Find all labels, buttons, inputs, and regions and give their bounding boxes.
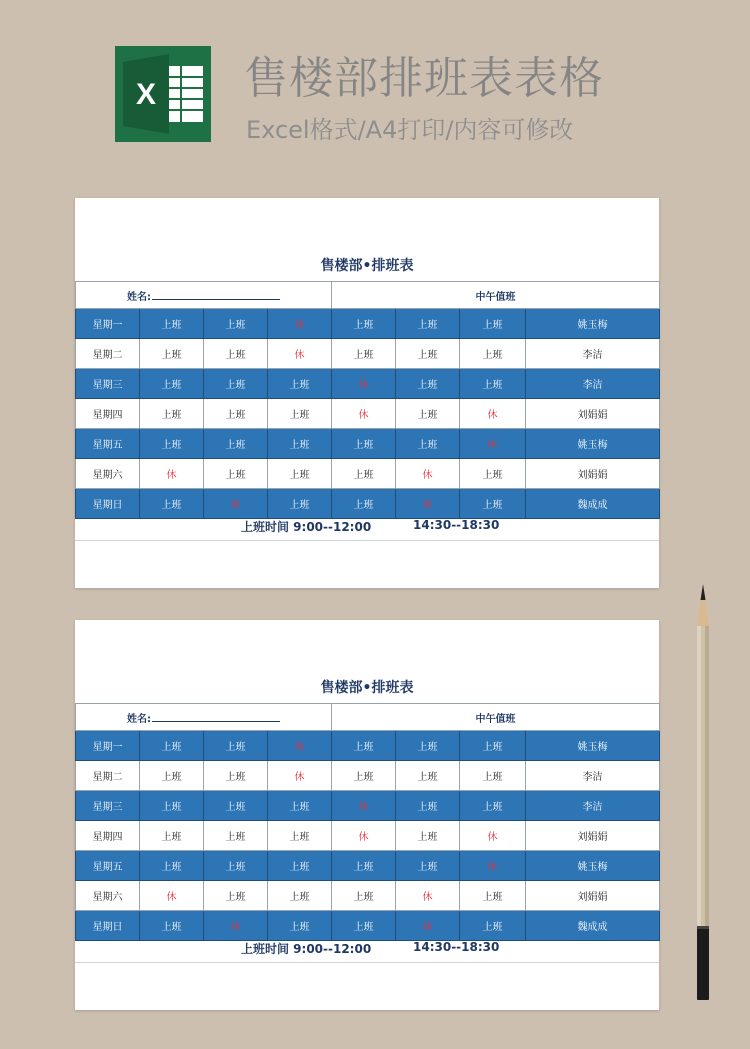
- name-underline[interactable]: [152, 711, 280, 722]
- shift-cell[interactable]: 上班: [460, 911, 526, 941]
- pencil-icon: [688, 580, 718, 1010]
- duty-person-cell[interactable]: 姚玉梅: [526, 309, 660, 339]
- schedule-header-row: [76, 282, 660, 309]
- shift-cell[interactable]: 休: [268, 339, 332, 369]
- table-row: [76, 369, 660, 399]
- shift-cell[interactable]: 上班: [396, 339, 460, 369]
- table-row: [76, 339, 660, 369]
- shift-cell[interactable]: 上班: [140, 489, 204, 519]
- shift-cell[interactable]: 上班: [396, 731, 460, 761]
- shift-cell[interactable]: 休: [268, 731, 332, 761]
- shift-cell[interactable]: 上班: [396, 369, 460, 399]
- weekday-cell[interactable]: 星期四: [76, 821, 140, 851]
- weekday-cell[interactable]: 星期日: [76, 911, 140, 941]
- sheet-title: 售楼部•排班表: [320, 258, 414, 274]
- duty-person-cell[interactable]: 李洁: [526, 339, 660, 369]
- table-row: [76, 851, 660, 881]
- table-row: [76, 761, 660, 791]
- shift-cell[interactable]: 上班: [460, 489, 526, 519]
- shift-cell[interactable]: 上班: [332, 429, 396, 459]
- name-cell[interactable]: [76, 282, 332, 309]
- shift-cell[interactable]: 休: [332, 821, 396, 851]
- shift-cell[interactable]: 上班: [204, 369, 268, 399]
- shift-cell[interactable]: 上班: [460, 369, 526, 399]
- shift-cell[interactable]: 上班: [268, 399, 332, 429]
- shift-cell[interactable]: 休: [460, 429, 526, 459]
- shift-cell[interactable]: 上班: [140, 911, 204, 941]
- weekday-cell[interactable]: 星期四: [76, 399, 140, 429]
- excel-logo-letter: X: [135, 78, 157, 111]
- shift-cell[interactable]: 上班: [460, 339, 526, 369]
- shift-cell[interactable]: 上班: [460, 761, 526, 791]
- noon-duty-header: 中午值班: [332, 282, 660, 309]
- shift-cell[interactable]: 上班: [396, 761, 460, 791]
- shift-cell[interactable]: 休: [332, 399, 396, 429]
- shift-cell[interactable]: 上班: [268, 881, 332, 911]
- shift-cell[interactable]: 上班: [396, 429, 460, 459]
- shift-cell[interactable]: 上班: [204, 731, 268, 761]
- weekday-cell[interactable]: 星期五: [76, 851, 140, 881]
- shift-cell[interactable]: 上班: [332, 761, 396, 791]
- work-hours-morning: 上班时间 9:00--12:00: [241, 942, 372, 956]
- shift-cell[interactable]: 上班: [268, 821, 332, 851]
- table-row: [76, 881, 660, 911]
- name-cell[interactable]: [76, 704, 332, 731]
- shift-cell[interactable]: 上班: [204, 881, 268, 911]
- weekday-cell[interactable]: 星期二: [76, 761, 140, 791]
- duty-person-cell[interactable]: 李洁: [526, 761, 660, 791]
- shift-cell[interactable]: 上班: [204, 309, 268, 339]
- shift-cell[interactable]: 上班: [332, 489, 396, 519]
- duty-person-cell[interactable]: 刘娟娟: [526, 399, 660, 429]
- noon-duty-header: 中午值班: [332, 704, 660, 731]
- work-hours-afternoon: 14:30--18:30: [413, 940, 500, 954]
- shift-cell[interactable]: 上班: [140, 761, 204, 791]
- shift-cell[interactable]: 休: [332, 369, 396, 399]
- schedule-sheet-preview-1: [75, 198, 659, 588]
- shift-cell[interactable]: 上班: [268, 791, 332, 821]
- schedule-table: [75, 703, 660, 941]
- shift-cell[interactable]: 上班: [140, 399, 204, 429]
- shift-cell[interactable]: 上班: [204, 459, 268, 489]
- shift-cell[interactable]: 上班: [396, 399, 460, 429]
- table-row: [76, 399, 660, 429]
- schedule-table: [75, 281, 660, 519]
- duty-person-cell[interactable]: 李洁: [526, 369, 660, 399]
- shift-cell[interactable]: 休: [268, 309, 332, 339]
- shift-cell[interactable]: 休: [396, 911, 460, 941]
- shift-cell[interactable]: 上班: [396, 821, 460, 851]
- shift-cell[interactable]: 上班: [332, 459, 396, 489]
- table-row: [76, 309, 660, 339]
- table-row: [76, 489, 660, 519]
- shift-cell[interactable]: 上班: [268, 369, 332, 399]
- shift-cell[interactable]: 上班: [396, 851, 460, 881]
- shift-cell[interactable]: 上班: [204, 429, 268, 459]
- shift-cell[interactable]: 上班: [460, 459, 526, 489]
- schedule-sheet-preview-2: [75, 620, 659, 1010]
- shift-cell[interactable]: 上班: [268, 459, 332, 489]
- weekday-cell[interactable]: 星期二: [76, 339, 140, 369]
- duty-person-cell[interactable]: 姚玉梅: [526, 429, 660, 459]
- shift-cell[interactable]: 上班: [204, 851, 268, 881]
- shift-cell[interactable]: 上班: [460, 731, 526, 761]
- shift-cell[interactable]: 休: [460, 821, 526, 851]
- shift-cell[interactable]: 上班: [396, 791, 460, 821]
- duty-person-cell[interactable]: 姚玉梅: [526, 851, 660, 881]
- duty-person-cell[interactable]: 李洁: [526, 791, 660, 821]
- shift-cell[interactable]: 休: [204, 911, 268, 941]
- shift-cell[interactable]: 上班: [140, 309, 204, 339]
- shift-cell[interactable]: 上班: [332, 911, 396, 941]
- weekday-cell[interactable]: 星期六: [76, 881, 140, 911]
- shift-cell[interactable]: 上班: [268, 429, 332, 459]
- shift-cell[interactable]: 上班: [140, 791, 204, 821]
- page-title: 售楼部排班表表格: [244, 53, 604, 104]
- shift-cell[interactable]: 上班: [140, 429, 204, 459]
- name-underline[interactable]: [152, 289, 280, 300]
- page-subtitle: Excel格式/A4打印/内容可修改: [246, 116, 574, 144]
- shift-cell[interactable]: 休: [396, 459, 460, 489]
- schedule-header-row: [76, 704, 660, 731]
- shift-cell[interactable]: 上班: [332, 881, 396, 911]
- work-hours-afternoon: 14:30--18:30: [413, 518, 500, 532]
- weekday-cell[interactable]: 星期五: [76, 429, 140, 459]
- work-hours-row: [75, 938, 659, 963]
- weekday-cell[interactable]: 星期三: [76, 791, 140, 821]
- weekday-cell[interactable]: 星期一: [76, 731, 140, 761]
- shift-cell[interactable]: 上班: [396, 309, 460, 339]
- shift-cell[interactable]: 上班: [204, 399, 268, 429]
- shift-cell[interactable]: 上班: [204, 791, 268, 821]
- weekday-cell[interactable]: 星期日: [76, 489, 140, 519]
- shift-cell[interactable]: 休: [140, 881, 204, 911]
- excel-logo-icon: [115, 46, 211, 142]
- shift-cell[interactable]: 上班: [460, 791, 526, 821]
- shift-cell[interactable]: 上班: [460, 309, 526, 339]
- shift-cell[interactable]: 上班: [460, 881, 526, 911]
- duty-person-cell[interactable]: 魏成成: [526, 489, 660, 519]
- shift-cell[interactable]: 上班: [204, 821, 268, 851]
- weekday-cell[interactable]: 星期一: [76, 309, 140, 339]
- table-row: [76, 459, 660, 489]
- work-hours-row: [75, 516, 659, 541]
- shift-cell[interactable]: 休: [460, 399, 526, 429]
- shift-cell[interactable]: 上班: [332, 851, 396, 881]
- shift-cell[interactable]: 上班: [268, 489, 332, 519]
- weekday-cell[interactable]: 星期六: [76, 459, 140, 489]
- shift-cell[interactable]: 上班: [268, 851, 332, 881]
- shift-cell[interactable]: 休: [460, 851, 526, 881]
- shift-cell[interactable]: 上班: [332, 731, 396, 761]
- duty-person-cell[interactable]: 姚玉梅: [526, 731, 660, 761]
- shift-cell[interactable]: 休: [268, 761, 332, 791]
- duty-person-cell[interactable]: 刘娟娟: [526, 821, 660, 851]
- shift-cell[interactable]: 休: [396, 489, 460, 519]
- duty-person-cell[interactable]: 魏成成: [526, 911, 660, 941]
- shift-cell[interactable]: 休: [332, 791, 396, 821]
- name-label: 姓名:: [127, 291, 151, 303]
- shift-cell[interactable]: 上班: [140, 851, 204, 881]
- name-label: 姓名:: [127, 713, 151, 725]
- shift-cell[interactable]: 上班: [332, 339, 396, 369]
- duty-person-cell[interactable]: 刘娟娟: [526, 459, 660, 489]
- shift-cell[interactable]: 上班: [140, 369, 204, 399]
- shift-cell[interactable]: 上班: [140, 731, 204, 761]
- shift-cell[interactable]: 休: [396, 881, 460, 911]
- shift-cell[interactable]: 休: [140, 459, 204, 489]
- shift-cell[interactable]: 上班: [332, 309, 396, 339]
- sheet-title: 售楼部•排班表: [320, 680, 414, 696]
- table-row: [76, 791, 660, 821]
- weekday-cell[interactable]: 星期三: [76, 369, 140, 399]
- work-hours-morning: 上班时间 9:00--12:00: [241, 520, 372, 534]
- shift-cell[interactable]: 上班: [140, 821, 204, 851]
- table-row: [76, 429, 660, 459]
- duty-person-cell[interactable]: 刘娟娟: [526, 881, 660, 911]
- table-row: [76, 911, 660, 941]
- shift-cell[interactable]: 上班: [204, 339, 268, 369]
- shift-cell[interactable]: 上班: [268, 911, 332, 941]
- table-row: [76, 821, 660, 851]
- shift-cell[interactable]: 上班: [204, 761, 268, 791]
- shift-cell[interactable]: 休: [204, 489, 268, 519]
- table-row: [76, 731, 660, 761]
- shift-cell[interactable]: 上班: [140, 339, 204, 369]
